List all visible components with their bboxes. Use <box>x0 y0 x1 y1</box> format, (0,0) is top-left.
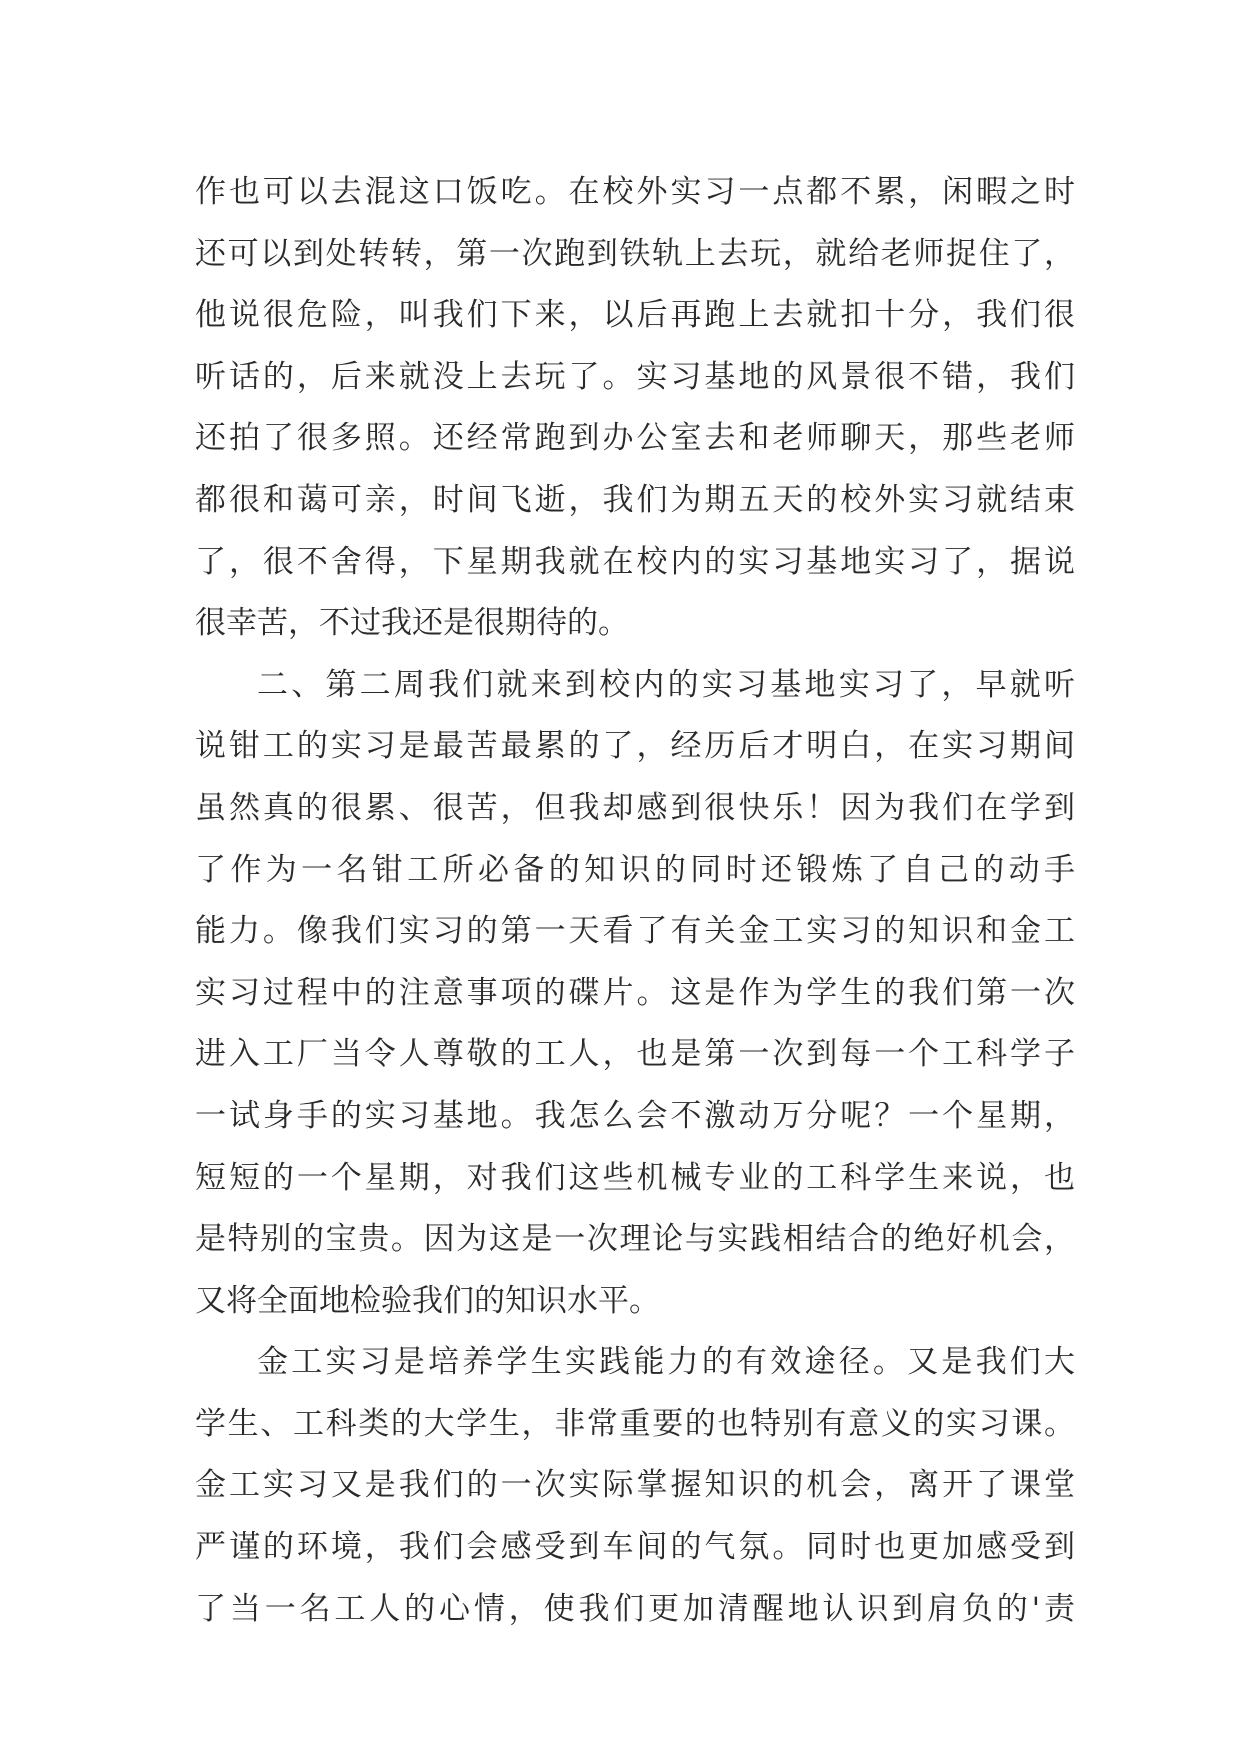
text-line: 严谨的环境，我们会感受到车间的气氛。同时也更加感受到 <box>195 1529 1075 1566</box>
text-line: 金工实习又是我们的一次实际掌握知识的机会，离开了课堂 <box>195 1467 1075 1504</box>
text-line: 说钳工的实习是最苦最累的了，经历后才明白，在实习期间 <box>195 728 1075 765</box>
text-line: 一试身手的实习基地。我怎么会不激动万分呢？一个星期， <box>195 1097 1075 1134</box>
text-line: 了当一名工人的心情，使我们更加清醒地认识到肩负的'责 <box>195 1590 1075 1627</box>
text-line: 又将全面地检验我们的知识水平。 <box>195 1282 660 1319</box>
text-line: 虽然真的很累、很苦，但我却感到很快乐！因为我们在学到 <box>195 789 1075 826</box>
text-line: 作也可以去混这口饭吃。在校外实习一点都不累，闲暇之时 <box>195 174 1075 210</box>
text-line: 短短的一个星期，对我们这些机械专业的工科学生来说，也 <box>195 1159 1075 1196</box>
text-line: 学生、工科类的大学生，非常重要的也特别有意义的实习课。 <box>195 1405 1075 1442</box>
text-line: 还拍了很多照。还经常跑到办公室去和老师聊天，那些老师 <box>195 420 1075 457</box>
text-line: 都很和蔼可亲，时间飞逝，我们为期五天的校外实习就结束 <box>195 481 1075 518</box>
text-line: 是特别的宝贵。因为这是一次理论与实践相结合的绝好机会， <box>195 1221 1075 1258</box>
text-line: 很幸苦，不过我还是很期待的。 <box>195 605 629 642</box>
text-line: 实习过程中的注意事项的碟片。这是作为学生的我们第一次 <box>195 974 1075 1011</box>
body-text <box>195 162 1075 1640</box>
text-line: 能力。像我们实习的第一天看了有关金工实习的知识和金工 <box>195 913 1075 950</box>
text-line: 他说很危险，叫我们下来，以后再跑上去就扣十分，我们很 <box>195 297 1075 334</box>
paragraph-first-line: 金工实习是培养学生实践能力的有效途径。又是我们大 <box>257 1344 1075 1381</box>
paragraph-first-line: 二、第二周我们就来到校内的实习基地实习了，早就听 <box>257 666 1075 703</box>
text-line: 还可以到处转转，第一次跑到铁轨上去玩，就给老师捉住了， <box>195 235 1075 272</box>
text-line: 进入工厂当令人尊敬的工人，也是第一次到每一个工科学子 <box>195 1036 1075 1073</box>
text-line: 听话的，后来就没上去玩了。实习基地的风景很不错，我们 <box>195 358 1075 395</box>
text-line: 了，很不舍得，下星期我就在校内的实习基地实习了，据说 <box>195 543 1075 580</box>
text-line: 了作为一名钳工所必备的知识的同时还锻炼了自己的动手 <box>195 851 1075 888</box>
